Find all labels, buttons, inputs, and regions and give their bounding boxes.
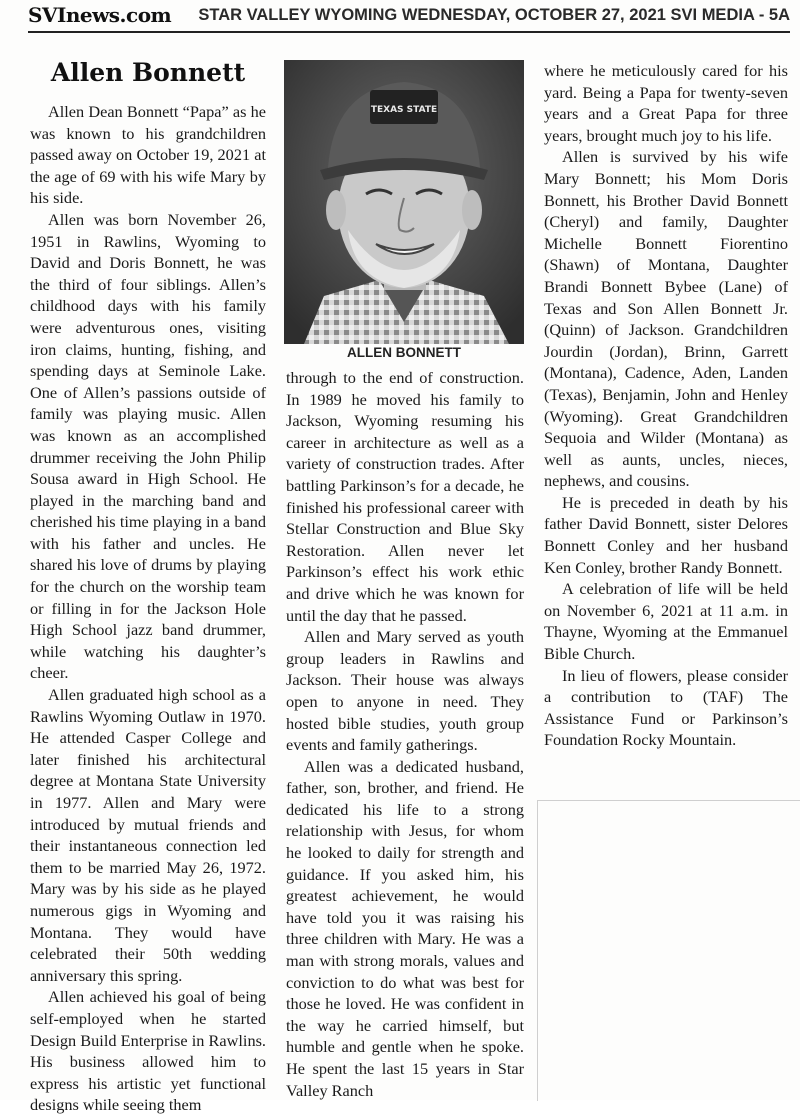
- portrait-photo: [284, 60, 524, 344]
- portrait-illustration: [284, 60, 524, 344]
- site-name: SVInews.com: [28, 3, 172, 27]
- column-3: [544, 60, 788, 751]
- paragraph: where he meticulously cared for his yard. Being a Papa for twenty-seven years and a Great Papa for three years, brought much joy to his life.: [544, 61, 788, 145]
- column-1: [30, 58, 266, 1116]
- paragraph: Allen achieved his goal of being self-employed when he started Design Build Enterprise in Rawlins. His business allowed him to express his artistic yet functional designs while seeing them: [30, 987, 266, 1115]
- paper-date-line: STAR VALLEY WYOMING WEDNESDAY, OCTOBER 27, 2021 SVI MEDIA - 5A: [198, 6, 790, 24]
- paragraph: through to the end of construction. In 1989 he moved his family to Jackson, Wyoming resuming his career in architecture as well as a variety of construction trades. After battling Parkinson’s for a decade, he finished his professional career with Stellar Construction and Blue Sky Restoration. Allen never let Parkinson’s effect his work ethic and drive which he was known for until the day that he passed.: [286, 368, 524, 625]
- photo-caption: ALLEN BONNETT: [347, 345, 461, 360]
- column-2: [286, 367, 524, 1101]
- empty-ad-space: [537, 800, 800, 1101]
- paragraph: In lieu of flowers, please consider a contribution to (TAF) The Assistance Fund or Parkinson’s Foundation Rocky Mountain.: [544, 665, 788, 750]
- paragraph: Allen was a dedicated husband, father, son, brother, and friend. He dedicated his life to a strong relationship with Jesus, for whom he looked to daily for strength and guidance. If you asked him, his greatest achievement, he would have told you it was raising his three children with Mary. He was a man with strong morals, values and conviction to do what was best for those he loved. He was confident in the way he carried himself, but humble and gentle when he spoke. He spent the last 15 years in Star Valley Ranch: [286, 756, 524, 1100]
- paragraph: Allen Dean Bonnett “Papa” as he was known to his grandchildren passed away on October 19, 2021 at the age of 69 with his wife Mary by his side.: [30, 102, 266, 208]
- article-headline: Allen Bonnett: [50, 58, 246, 87]
- paragraph: He is preceded in death by his father David Bonnett, sister Delores Bonnett Conley and her husband Ken Conley, brother Randy Bonnett.: [544, 492, 788, 577]
- masthead: [28, 3, 790, 33]
- paragraph: Allen graduated high school as a Rawlins Wyoming Outlaw in 1970. He attended Casper College and later finished his architectural degree at Montana State University in 1977. Allen and Mary were introduced by mutual friends and their instantaneous connection led them to be married May 26, 1972. Mary was by his side as he played numerous gigs in Wyoming and Montana. They would have celebrated their 50th wedding anniversary this spring.: [30, 685, 266, 985]
- paragraph: Allen is survived by his wife Mary Bonnett; his Mom Doris Bonnett, his Brother David Bonnett (Cheryl) and family, Daughter Michelle Bonnett Fiorentino (Shawn) of Montana, Daughter Brandi Bonnett Bybee (Lane) of Texas and Son Allen Bonnett Jr. (Quinn) of Jackson. Grandchildren Jourdin (Jordan), Brinn, Garrett (Montana), Cadence, Aden, Landen (Texas), Benjamin, John and Henley (Wyoming). Great Grandchildren Sequoia and Wilder (Montana) as well as aunts, uncles, nieces, nephews, and cousins.: [544, 147, 788, 491]
- cap-logo-text: TEXAS STATE: [370, 105, 438, 115]
- paragraph: Allen was born November 26, 1951 in Rawlins, Wyoming to David and Doris Bonnett, he was the third of four siblings. Allen’s childhood days with his family were adventurous ones, visiting iron claims, hunting, fishing, and spending days at Seminole Lake. One of Allen’s passions outside of family was playing music. Allen was known as an accomplished drummer receiving the John Philip Sousa award in High School. He played in the marching band and cherished his time playing in a band with his father and uncles. He shared his love of drums by playing for the church on the worship team or filling in for the Jackson Hole High School jazz band drummer, while watching his daughter’s cheer.: [30, 209, 266, 683]
- paragraph: A celebration of life will be held on November 6, 2021 at 11 a.m. in Thayne, Wyoming at the Emmanuel Bible Church.: [544, 579, 788, 664]
- paragraph: Allen and Mary served as youth group leaders in Rawlins and Jackson. Their house was always open to anyone in need. They hosted bible studies, youth group events and family gatherings.: [286, 627, 524, 755]
